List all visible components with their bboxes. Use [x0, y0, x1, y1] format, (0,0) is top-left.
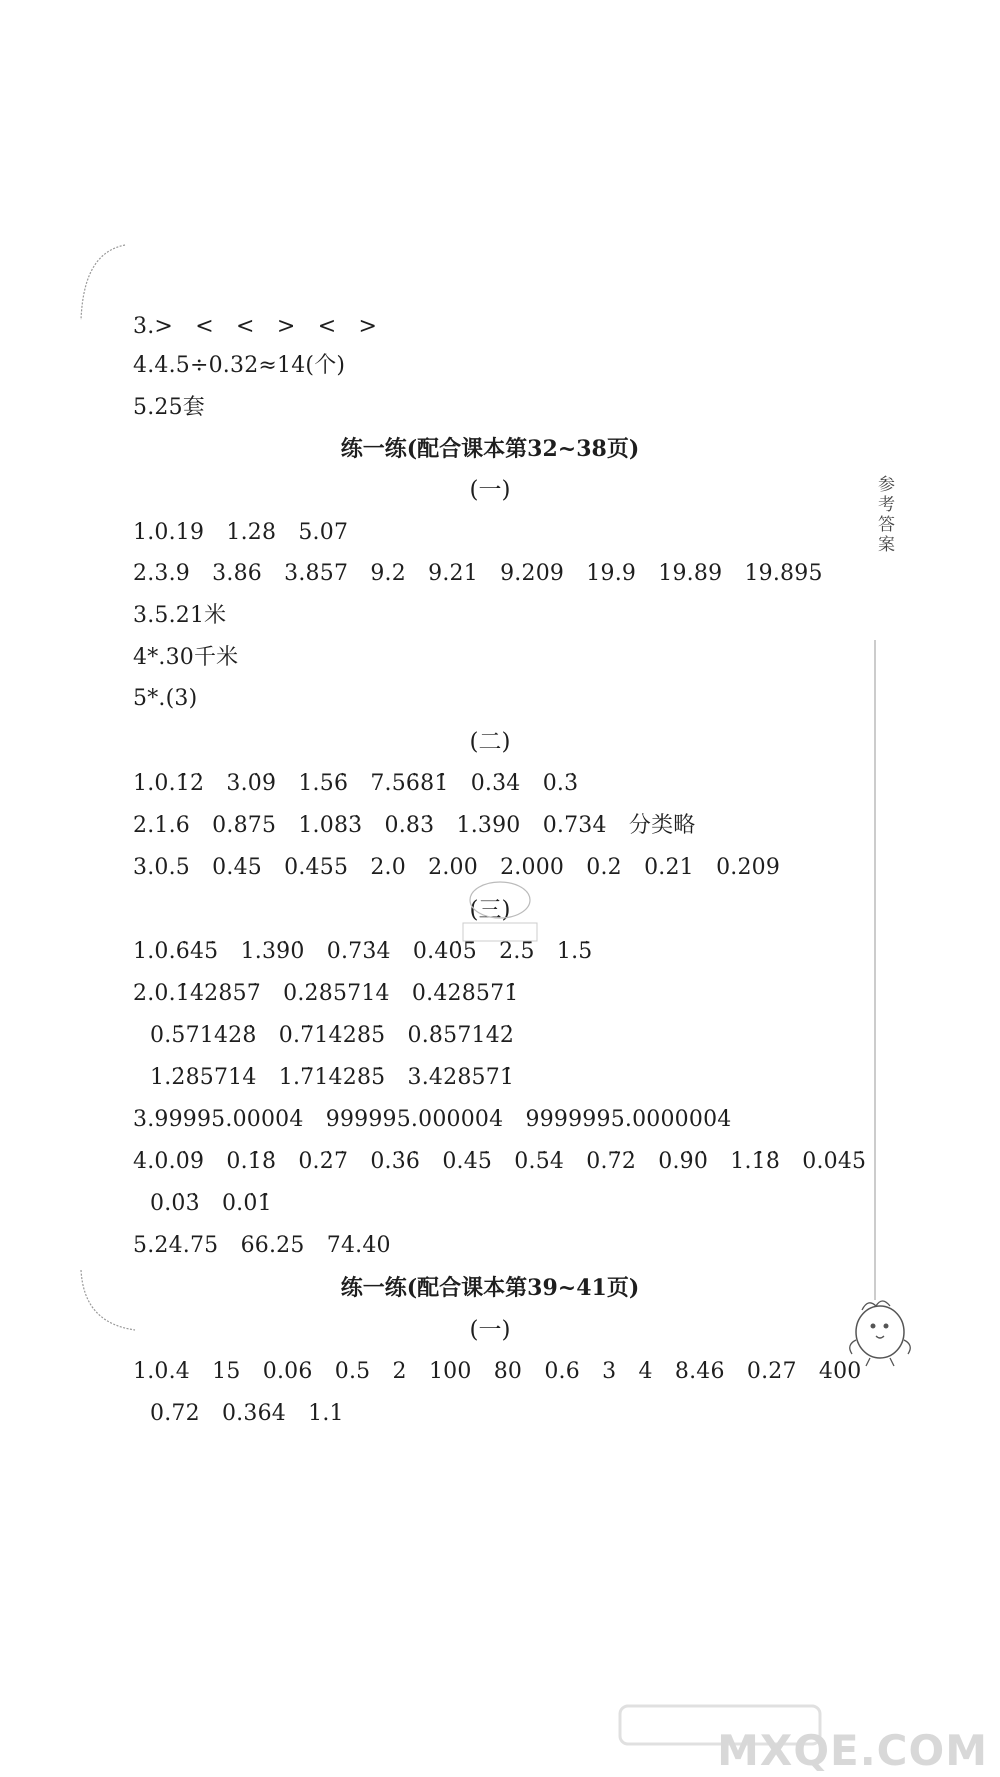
- answer-4-division: 4.4.5÷0.32≈14(个): [133, 353, 346, 378]
- s3-answer-5: 5.24.75 66.25 74.40: [133, 1233, 391, 1258]
- answer-3-comparisons: 3.> < < > < >: [133, 314, 378, 339]
- s4-answer-1a: 1.0.4 15 0.06 0.5 2 100 80 0.6 3 4 8.46 0.27 400: [133, 1359, 862, 1384]
- s4-answer-1b: 0.72 0.364 1.1: [150, 1401, 344, 1426]
- s3-answer-1: 1.0.6̇45̇ 1.39̇0̇ 0.73̇4̇ 0.40̇5̇ 2.5̇ 1.5̇: [133, 939, 593, 964]
- s1-answer-2: 2.3.9 3.86 3.857 9.2 9.21 9.209 19.9 19.89 19.895: [133, 561, 823, 586]
- s3-answer-3: 3.99995.00004 999995.000004 9999995.0000004: [133, 1107, 732, 1132]
- watermark-text: MXQE.COM: [717, 1726, 988, 1775]
- section-title-32-38: 练一练(配合课本第32~38页): [340, 436, 640, 462]
- s1-answer-5: 5*.(3): [133, 686, 198, 711]
- s2-answer-1: 1.0.1̇2̇ 3.0̇9̇ 1.56̇ 7.56̇81̇ 0.3̇4̇ 0.3̇: [133, 771, 579, 796]
- section-title-39-41: 练一练(配合课本第39~41页): [340, 1275, 640, 1301]
- subsection-4: (一): [469, 1317, 511, 1343]
- s1-answer-4: 4*.30千米: [133, 645, 239, 670]
- s3-answer-2a: 2.0.1̇42857̇ 0.2̇85714̇ 0.4̇28571̇: [133, 981, 519, 1006]
- s1-answer-1: 1.0.19 1.28 5.07: [133, 520, 349, 545]
- s2-answer-2: 2.1.6 0.875 1.083̇ 0.83̇ 1.390 0.734̇ 分类略: [133, 813, 696, 838]
- subsection-3: (三): [469, 897, 511, 923]
- s3-answer-4b: 0.0̇3̇ 0.0̇1̇: [150, 1191, 272, 1216]
- s1-answer-3: 3.5.21米: [133, 603, 227, 628]
- s2-answer-3: 3.0.5 0.45 0.455 2.0 2.00 2.000 0.2 0.21 0.209: [133, 855, 781, 880]
- subsection-2: (二): [469, 729, 511, 755]
- s3-answer-2c: 1.2̇85714̇ 1.7̇14285̇ 3.4̇28571̇: [150, 1065, 515, 1090]
- s3-answer-2b: 0.5̇71428̇ 0.7̇14285̇ 0.8̇57142̇: [150, 1023, 515, 1048]
- subsection-1: (一): [469, 477, 511, 503]
- faint-stamp-icon: [455, 875, 545, 945]
- answer-5-sets: 5.25套: [133, 395, 205, 420]
- s3-answer-4a: 4.0.0̇9̇ 0.1̇8̇ 0.2̇7̇ 0.3̇6̇ 0.4̇5̇ 0.5̇4̇ 0.7̇2̇ 0.9̇0̇ 1.1̇8̇ 0.04̇5̇: [133, 1149, 867, 1174]
- top-left-corner-ornament: [75, 240, 135, 350]
- watermark: [610, 1700, 1000, 1777]
- side-label-reference-answers: 参考答案: [874, 475, 894, 555]
